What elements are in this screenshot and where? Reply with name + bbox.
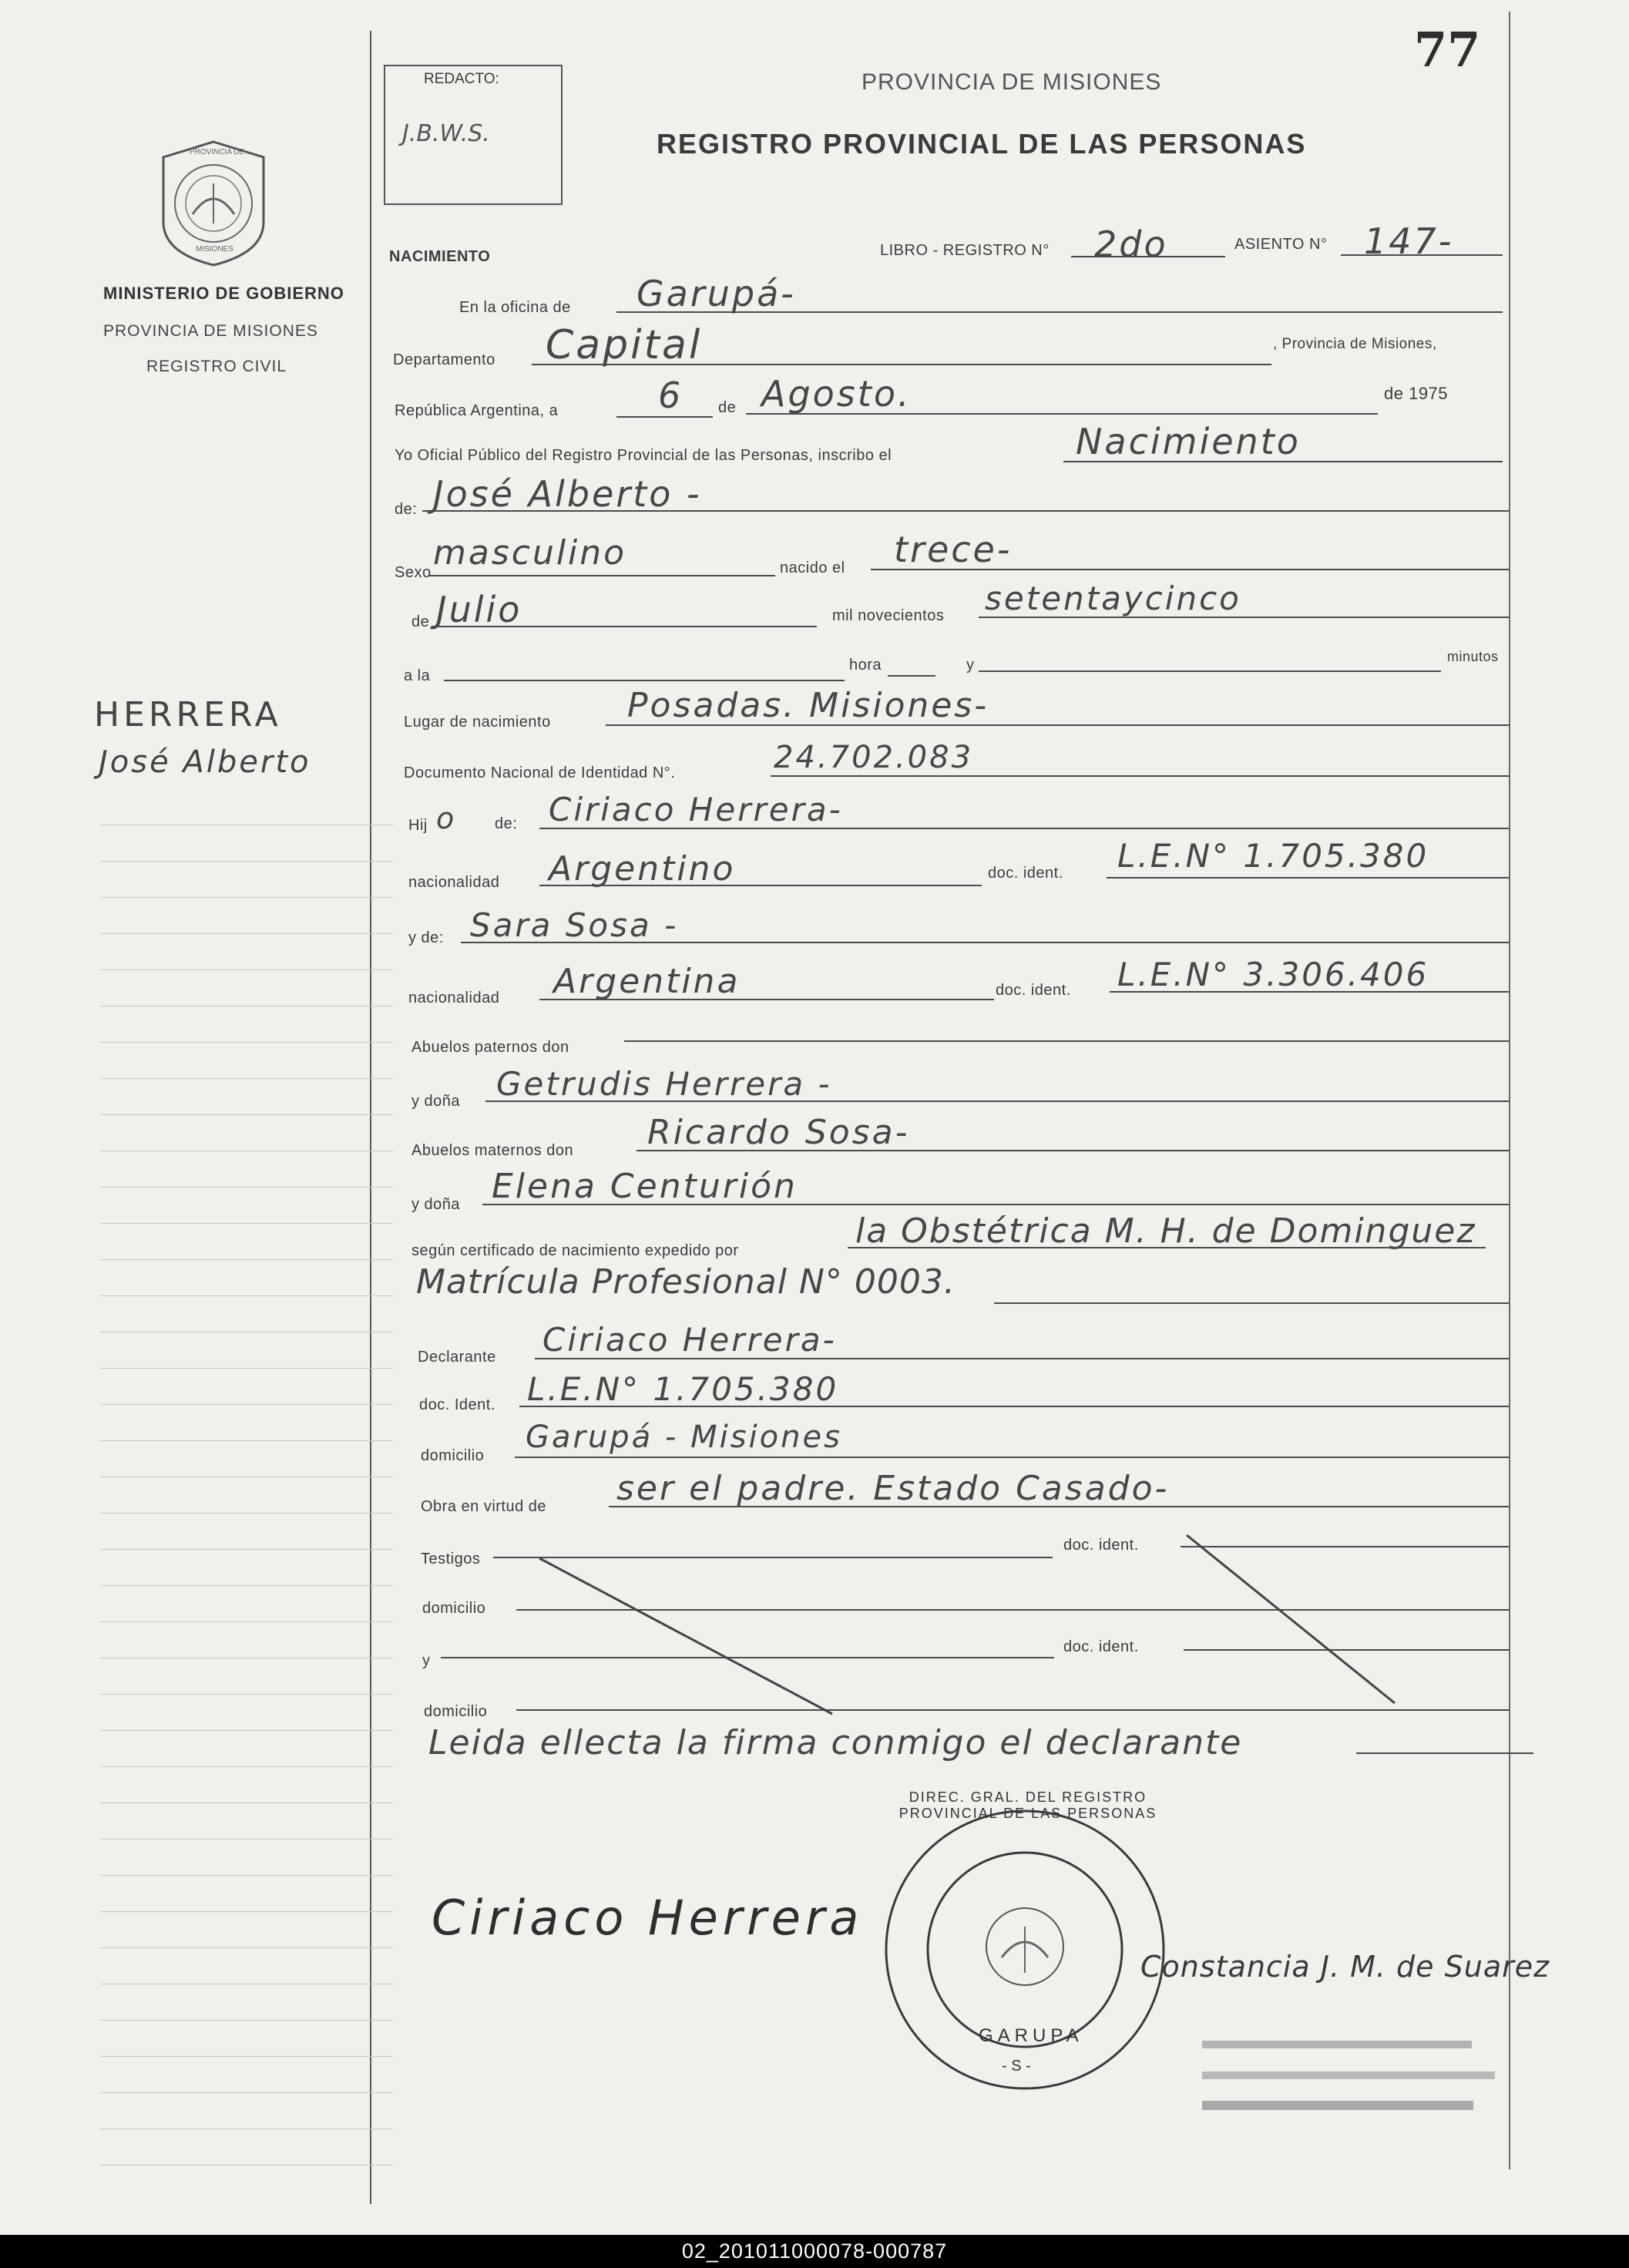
departamento-value: Capital — [546, 322, 703, 368]
obra-label: Obra en virtud de — [421, 1498, 547, 1515]
nacido-value: trece- — [894, 529, 1013, 570]
section-label: NACIMIENTO — [389, 248, 491, 265]
doc-ident4-label: doc. ident. — [1063, 1638, 1139, 1655]
abuela-mat-value: Elena Centurión — [492, 1167, 798, 1206]
y-label: y — [966, 657, 975, 674]
redacto-label: REDACTO: — [424, 71, 499, 87]
stamp-town: GARUPA — [979, 2025, 1083, 2046]
nacionalidad-madre-label: nacionalidad — [408, 990, 500, 1006]
leida-line — [1356, 1752, 1533, 1754]
ministry-title: MINISTERIO DE GOBIERNO — [103, 284, 344, 303]
doc-ident2-label: doc. Ident. — [419, 1396, 495, 1413]
y-dona-mat-label: y doña — [411, 1196, 461, 1213]
footer-id: 02_201011000078-000787 — [0, 2235, 1629, 2268]
doc-ident-madre-label: doc. ident. — [996, 982, 1071, 999]
day-value: 6 — [658, 375, 684, 416]
stamp-ring-text: DIREC. GRAL. DEL REGISTRO PROVINCIAL DE LAS PERSONAS — [898, 1789, 1157, 1821]
mil-label: mil novecientos — [832, 607, 945, 624]
dni-value: 24.702.083 — [774, 740, 974, 775]
obra-value: ser el padre. Estado Casado- — [616, 1469, 1170, 1508]
asiento-value: 147- — [1364, 220, 1454, 262]
emblem-text-bottom: MISIONES — [196, 245, 233, 254]
abuelo-mat-value: Ricardo Sosa- — [647, 1113, 910, 1152]
oficial-text: Yo Oficial Público del Registro Provincial de las Personas, inscribo el — [395, 447, 892, 464]
de-label: de — [718, 399, 737, 416]
domicilio-value: Garupá - Misiones — [526, 1420, 842, 1455]
y2-label: y — [422, 1652, 431, 1669]
lugar-value: Posadas. Misiones- — [627, 686, 989, 725]
declarante-value: Ciriaco Herrera- — [542, 1321, 837, 1359]
ministry-civil: REGISTRO CIVIL — [146, 358, 287, 375]
asiento-label: ASIENTO N° — [1234, 236, 1328, 253]
libro-value: 2do — [1094, 223, 1168, 265]
dni-label: Documento Nacional de Identidad N°. — [404, 764, 676, 781]
domicilio3-label: domicilio — [424, 1703, 488, 1720]
provincia-label: , Provincia de Misiones, — [1273, 336, 1437, 352]
hora-label: hora — [849, 657, 882, 674]
domicilio-label: domicilio — [421, 1447, 485, 1464]
nacido-label: nacido el — [780, 559, 845, 576]
domicilio2-label: domicilio — [422, 1600, 486, 1617]
abuela-pat-value: Getrudis Herrera - — [496, 1065, 832, 1103]
hijo-label: Hij — [408, 817, 428, 834]
margin-note-surname: HERRERA — [94, 695, 282, 734]
ministry-province: PROVINCIA DE MISIONES — [103, 322, 318, 340]
libro-label: LIBRO - REGISTRO N° — [880, 242, 1050, 259]
mes-nac-value: Julio — [436, 589, 522, 630]
official-stamp — [878, 1803, 1171, 2096]
madre-value: Sara Sosa - — [470, 906, 679, 944]
sexo-value: masculino — [433, 533, 627, 573]
hijo-suffix: o — [436, 801, 457, 835]
de3-label: de — [411, 613, 430, 630]
republica-label: República Argentina, a — [395, 402, 559, 419]
oficina-value: Garupá- — [636, 273, 796, 314]
oficial-signature: Constancia J. M. de Suarez — [1140, 1950, 1550, 1984]
lugar-label: Lugar de nacimiento — [404, 714, 551, 731]
certificado-value: la Obstétrica M. H. de Dominguez — [855, 1211, 1476, 1251]
header-province: PROVINCIA DE MISIONES — [862, 69, 1162, 95]
y-de-label: y de: — [408, 929, 444, 946]
y-dona-pat-label: y doña — [411, 1093, 461, 1110]
nacionalidad-label: nacionalidad — [408, 874, 500, 891]
leida-value: Leida ellecta la firma conmigo el declarante — [428, 1723, 1243, 1762]
header-registry: REGISTRO PROVINCIAL DE LAS PERSONAS — [657, 128, 1307, 160]
month-value: Agosto. — [761, 373, 912, 415]
nac-madre-value: Argentina — [553, 962, 741, 1001]
emblem-text-top: PROVINCIA DE — [190, 148, 245, 156]
anio-nac-value: setentaycinco — [985, 580, 1241, 617]
doc-madre-value: L.E.N° 3.306.406 — [1117, 956, 1429, 993]
declarante-label: Declarante — [418, 1349, 496, 1366]
a-la-label: a la — [404, 667, 431, 684]
declarante-signature: Ciriaco Herrera — [432, 1890, 864, 1946]
certificado-label: según certificado de nacimiento expedido por — [411, 1242, 739, 1259]
doc-padre-value: L.E.N° 1.705.380 — [1117, 837, 1429, 875]
nombre-value: José Alberto - — [433, 473, 702, 515]
page-number: 77 — [1414, 22, 1481, 78]
redacto-initials: J.B.W.S. — [402, 120, 490, 147]
stamp-code: - S - — [1002, 2058, 1031, 2075]
year-label: de 1975 — [1384, 384, 1449, 403]
doc-ident-label: doc. ident. — [988, 865, 1063, 882]
minutos-label: minutos — [1447, 649, 1499, 664]
oficina-label: En la oficina de — [459, 299, 571, 316]
margin-note-given: José Alberto — [99, 744, 311, 780]
hijo-de-label: de: — [495, 815, 518, 832]
doc-ident3-label: doc. ident. — [1063, 1537, 1139, 1554]
abuelos-mat-label: Abuelos maternos don — [411, 1142, 574, 1159]
matricula-value: Matrícula Profesional N° 0003. — [416, 1262, 956, 1302]
inscribo-value: Nacimiento — [1076, 421, 1301, 462]
de2-label: de: — [395, 501, 418, 518]
departamento-label: Departamento — [393, 351, 495, 368]
doc-decl-value: L.E.N° 1.705.380 — [527, 1370, 839, 1408]
testigos-label: Testigos — [421, 1551, 481, 1567]
abuelos-pat-label: Abuelos paternos don — [411, 1039, 569, 1056]
padre-value: Ciriaco Herrera- — [549, 791, 843, 828]
sexo-label: Sexo — [395, 564, 432, 581]
nac-padre-value: Argentino — [549, 849, 736, 889]
